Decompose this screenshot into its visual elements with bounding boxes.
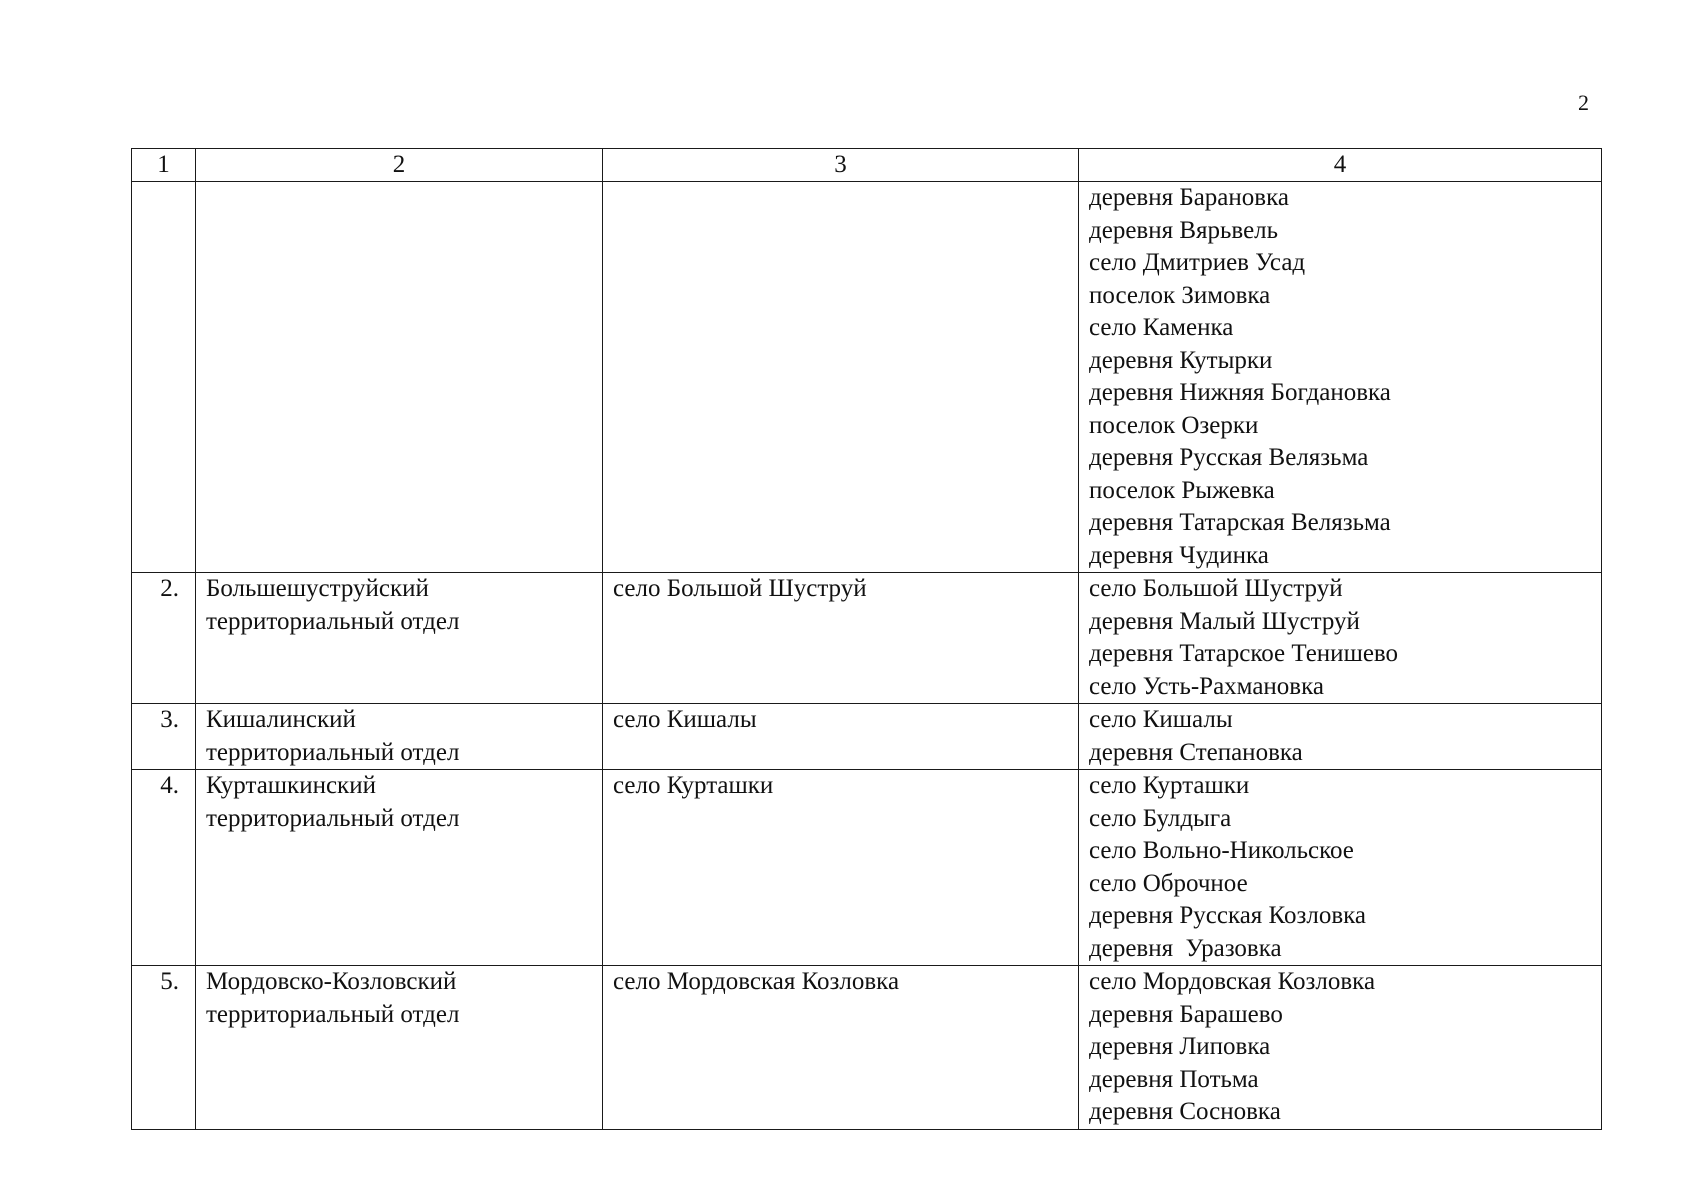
territorial-unit-name: территориальный отдел — [206, 1000, 460, 1028]
row-number-cell: 3. — [132, 704, 196, 770]
row-number-cell: 5. — [132, 966, 196, 1130]
settlement-item: деревня Сосновка — [1089, 1098, 1281, 1125]
column-header: 4 — [1079, 149, 1602, 182]
row-number-cell: 2. — [132, 573, 196, 704]
settlement-item: село Булдыга — [1089, 804, 1232, 832]
territorial-unit-cell — [196, 573, 603, 704]
admin-center-cell — [603, 182, 1079, 573]
territorial-unit-name: Большешуструйский — [206, 575, 429, 602]
settlement-item: деревня Потьма — [1089, 1065, 1259, 1093]
territorial-unit-name: территориальный отдел — [206, 607, 460, 635]
table-row — [132, 770, 1602, 966]
column-header: 1 — [132, 149, 196, 182]
settlement-item: деревня Нижняя Богдановка — [1089, 379, 1391, 406]
settlements-cell — [1079, 182, 1602, 573]
admin-center-cell: село Курташки — [603, 770, 1079, 966]
settlement-item: деревня Русская Велязьма — [1089, 444, 1369, 471]
column-header: 3 — [603, 149, 1079, 182]
settlement-item: село Вольно-Никольское — [1089, 837, 1354, 864]
settlement-item: село Большой Шуструй — [1089, 575, 1343, 602]
admin-center-cell: село Большой Шуструй — [603, 573, 1079, 704]
table-row — [132, 966, 1602, 1130]
table-row — [132, 573, 1602, 704]
settlement-item: деревня Татарское Тенишево — [1089, 640, 1399, 667]
settlements-cell — [1079, 573, 1602, 704]
territorial-unit-name: территориальный отдел — [206, 804, 460, 832]
settlements-table — [131, 148, 1602, 1130]
territorial-unit-cell — [196, 966, 603, 1130]
settlement-item: деревня Барашево — [1089, 1000, 1283, 1028]
settlement-item: деревня Кутырки — [1089, 346, 1273, 374]
settlement-item: поселок Зимовка — [1089, 281, 1271, 309]
settlement-item: деревня Татарская Велязьма — [1089, 509, 1391, 536]
settlement-item: село Курташки — [1089, 772, 1250, 799]
table-header-row — [132, 149, 1602, 182]
row-number-cell: 4. — [132, 770, 196, 966]
settlement-item: село Усть-Рахмановка — [1089, 672, 1324, 700]
settlement-item: деревня Уразовка — [1089, 934, 1282, 962]
settlement-item: поселок Озерки — [1089, 411, 1259, 439]
admin-center-cell: село Кишалы — [603, 704, 1079, 770]
settlement-item: деревня Чудинка — [1089, 541, 1269, 569]
territorial-unit-name: Мордовско-Козловский — [206, 968, 457, 995]
table-row — [132, 704, 1602, 770]
settlement-item: поселок Рыжевка — [1089, 476, 1275, 504]
territorial-unit-name: Курташкинский — [206, 772, 376, 799]
settlement-item: деревня Малый Шуструй — [1089, 607, 1360, 635]
admin-center-cell: село Мордовская Козловка — [603, 966, 1079, 1130]
settlement-item: деревня Барановка — [1089, 184, 1289, 211]
territorial-unit-cell — [196, 182, 603, 573]
territorial-unit-cell — [196, 770, 603, 966]
territorial-unit-name: территориальный отдел — [206, 738, 460, 766]
territorial-unit-cell — [196, 704, 603, 770]
row-number-cell — [132, 182, 196, 573]
column-header: 2 — [196, 149, 603, 182]
settlement-item: село Мордовская Козловка — [1089, 968, 1376, 995]
settlement-item: деревня Липовка — [1089, 1033, 1271, 1060]
settlements-cell — [1079, 966, 1602, 1130]
settlement-item: село Оброчное — [1089, 869, 1248, 897]
page-number: 2 — [1578, 90, 1589, 115]
territorial-unit-name: Кишалинский — [206, 706, 356, 733]
settlement-item: деревня Вярьвель — [1089, 216, 1279, 244]
settlements-cell — [1079, 704, 1602, 770]
settlement-item: село Каменка — [1089, 314, 1234, 341]
settlements-cell — [1079, 770, 1602, 966]
table-row — [132, 182, 1602, 573]
settlement-item: село Дмитриев Усад — [1089, 249, 1306, 276]
settlement-item: деревня Русская Козловка — [1089, 902, 1367, 929]
settlement-item: село Кишалы — [1089, 706, 1233, 733]
settlement-item: деревня Степановка — [1089, 738, 1303, 766]
